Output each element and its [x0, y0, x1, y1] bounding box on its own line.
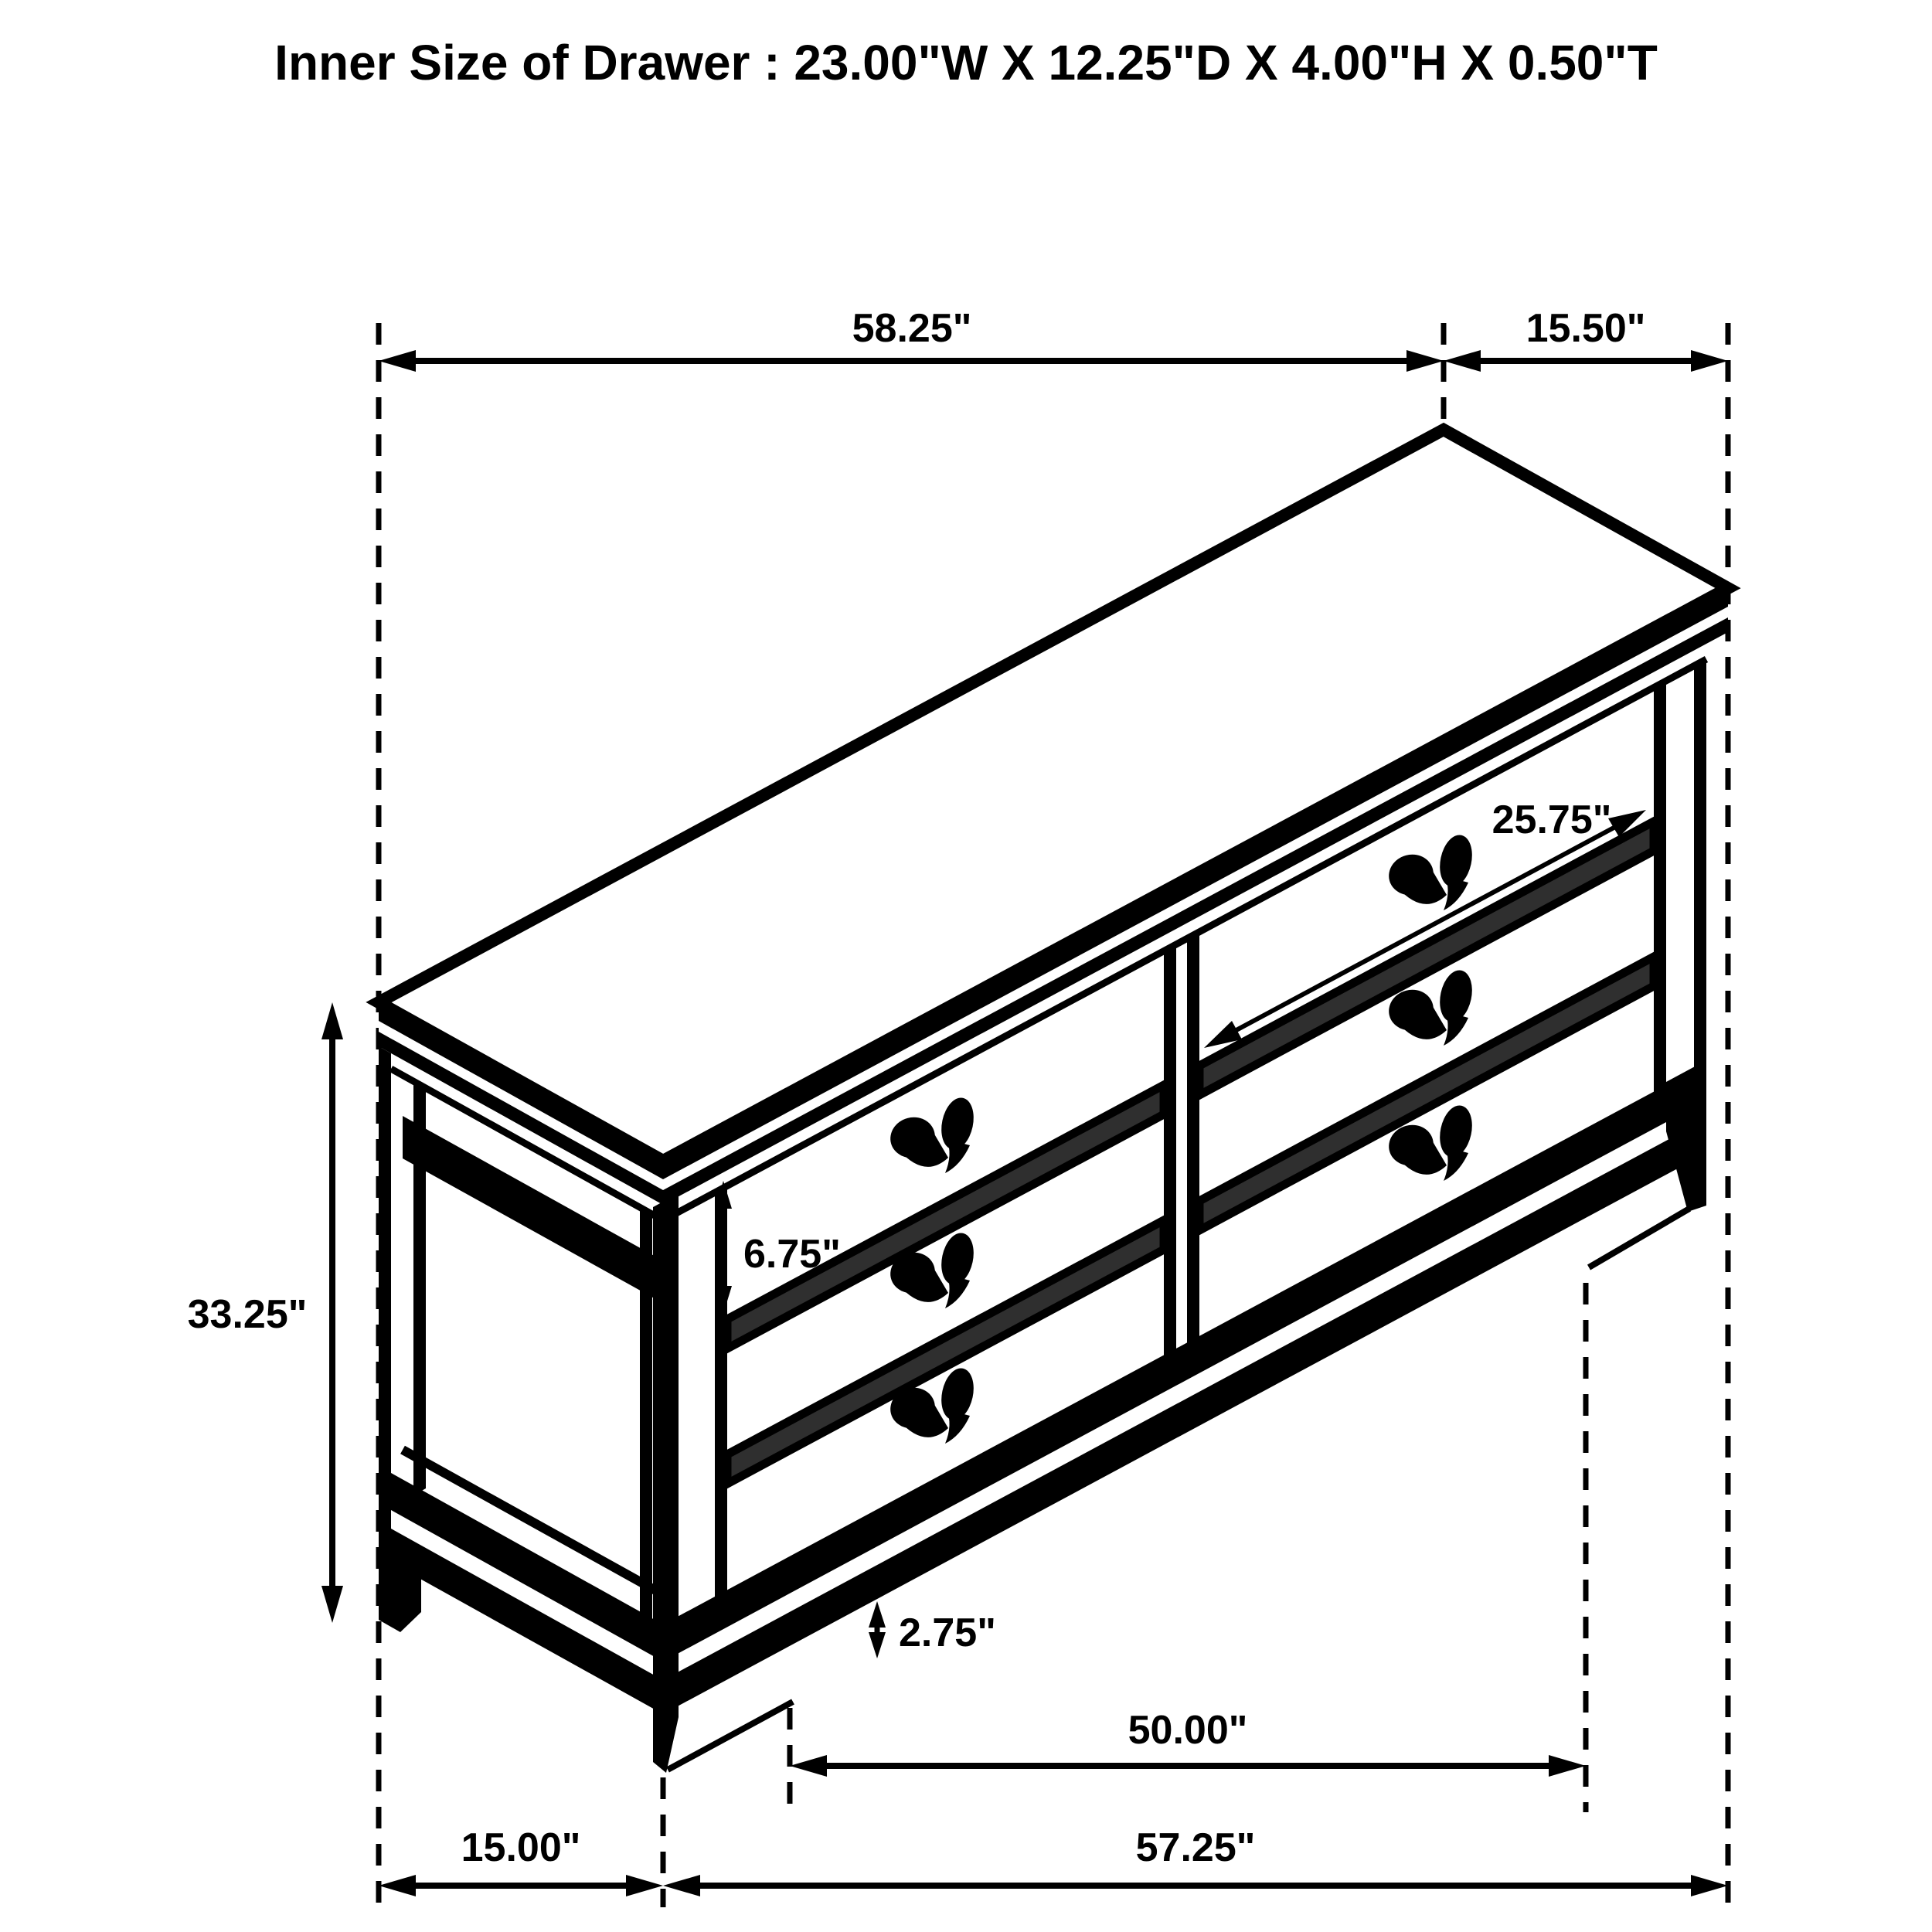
- center-stile-right-line: [1187, 933, 1199, 1353]
- arrowhead-icon: [790, 1755, 827, 1777]
- plinth-front-upper-band: [663, 1063, 1706, 1662]
- dim-front-width: [663, 1825, 1728, 1896]
- front-right-foot: [1666, 1060, 1706, 1212]
- side-back-edge: [379, 1046, 391, 1563]
- dim-label-top-width: 58.25": [852, 306, 972, 351]
- arrowhead-icon: [321, 1002, 343, 1039]
- arrowhead-icon: [321, 1586, 343, 1623]
- dim-top-width: [379, 306, 1444, 372]
- center-stile-left-line: [1164, 945, 1176, 1366]
- dim-top-depth: [1444, 306, 1728, 372]
- right-stile-inner-line: [1654, 682, 1666, 1101]
- dim-label-front-width: 57.25": [1135, 1825, 1256, 1870]
- dim-feet-inner-span: [790, 1708, 1586, 1777]
- drawer-handle: [886, 1095, 978, 1173]
- arrowhead-icon: [1549, 1755, 1586, 1777]
- arrowhead-icon: [1406, 350, 1444, 372]
- dim-label-base-height: 2.75": [899, 1611, 996, 1655]
- arrowhead-icon: [379, 350, 416, 372]
- dim-label-feet-inner-span: 50.00": [1128, 1708, 1248, 1753]
- diagram-title: Inner Size of Drawer : 23.00"W X 12.25"D X 4.00"H X 0.50"T: [274, 35, 1658, 90]
- dim-overall-height: [188, 1002, 343, 1623]
- arrowhead-icon: [869, 1601, 886, 1628]
- front-left-foot-bracket-edge: [668, 1702, 793, 1770]
- drawer-handle: [1384, 832, 1476, 910]
- dim-label-drawer-front-height: 6.75": [743, 1232, 841, 1277]
- front-right-corner-post: [1694, 661, 1706, 1073]
- dim-label-drawer-diagonal: 25.75": [1492, 798, 1612, 842]
- front-right-foot-bracket-edge: [1589, 1209, 1689, 1267]
- dim-label-top-depth: 15.50": [1526, 306, 1646, 351]
- dim-label-overall-height: 33.25": [187, 1292, 308, 1337]
- arrowhead-icon: [1444, 350, 1481, 372]
- arrowhead-icon: [379, 1875, 416, 1896]
- dim-base-height: [869, 1601, 996, 1658]
- arrowhead-icon: [626, 1875, 663, 1896]
- dim-side-depth: [379, 1825, 663, 1896]
- arrowhead-icon: [1691, 350, 1728, 372]
- dim-label-side-depth: 15.00": [461, 1825, 581, 1870]
- dresser-drawing: [379, 430, 1728, 1773]
- arrowhead-icon: [869, 1632, 886, 1658]
- arrowhead-icon: [1691, 1875, 1728, 1896]
- arrowhead-icon: [663, 1875, 700, 1896]
